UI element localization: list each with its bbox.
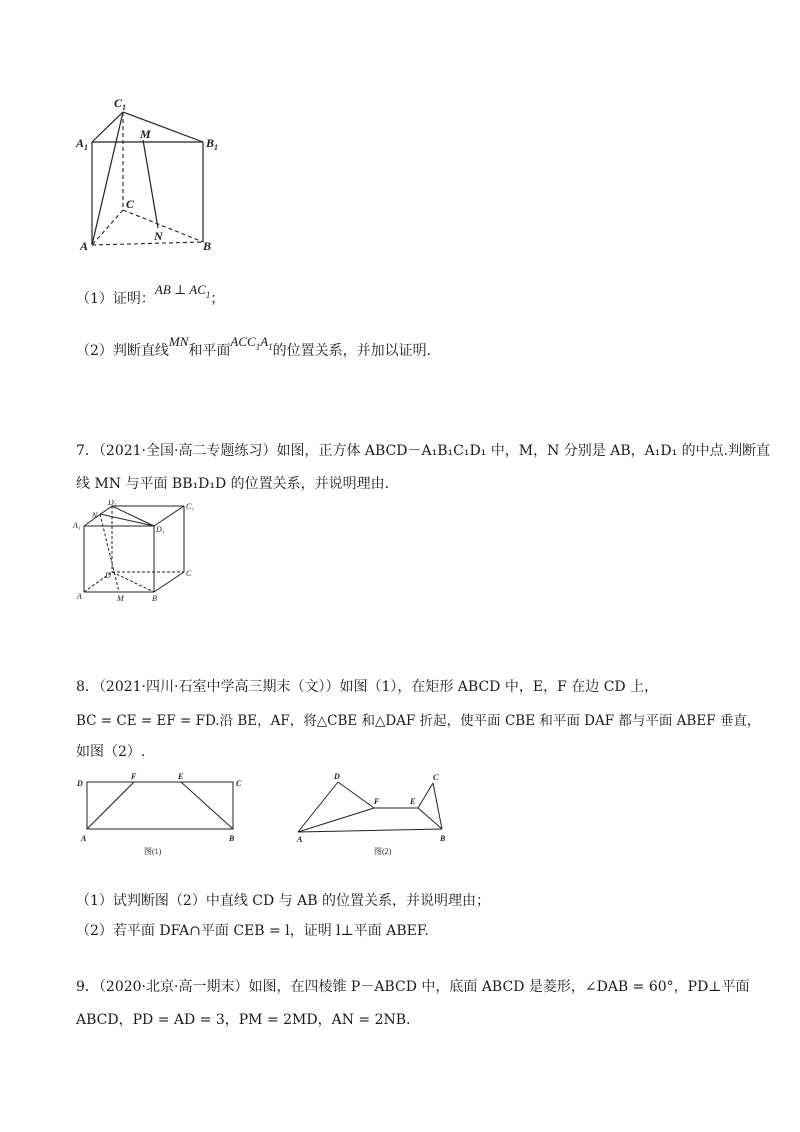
edge-b-c (154, 572, 184, 592)
edge-a1-c1 (92, 112, 123, 142)
rectangle-abcd (87, 782, 233, 829)
q7-line2: 线 MN 与平面 BB₁D₁D 的位置关系，并说明理由. (76, 476, 390, 492)
label-d: D (334, 772, 340, 781)
label-c: C (126, 197, 135, 211)
label-d: D (105, 571, 111, 580)
segment-c-e (418, 783, 433, 808)
segment-m-n (143, 140, 158, 228)
q8-number: 8． (76, 679, 99, 695)
label-a1: A₁ (73, 521, 81, 530)
q8-line2: BC = CE = EF = FD.沿 BE，AF，将△CBE 和△DAF 折起，使平面 CBE 和平面 DAF 都与平面 ABEF 垂直， (76, 713, 761, 729)
label-b: B (440, 834, 446, 843)
label-b: B (229, 834, 235, 843)
q8-part1: （1）试判断图（2）中直线 CD 与 AB 的位置关系，并说明理由； (76, 893, 490, 909)
label-c1: $C_1$ (114, 96, 127, 112)
q7-source: （2021·全国·高二专题练习） (98, 443, 277, 459)
label-c1: C₁ (186, 502, 195, 511)
cube-figure (72, 500, 202, 605)
label-c: C (236, 779, 242, 788)
label-b1: $B_1$ (206, 136, 219, 152)
q9-line2: ABCD，PD = AD = 3，PM = 2MD，AN = 2NB. (76, 1012, 411, 1028)
segment-a-f (87, 782, 134, 829)
label-b: B (152, 594, 157, 603)
q6-part1: （1）证明：AB ⊥ $AC_1$； (76, 282, 225, 307)
label-n: N (154, 229, 163, 243)
edge-c1-b1 (123, 112, 203, 142)
folded-figure-2 (290, 768, 460, 860)
label-f: F (131, 772, 137, 781)
prism-figure (70, 90, 230, 260)
segment-n-b1 (100, 514, 154, 526)
edge-b1-c1 (154, 506, 184, 526)
q9-line1: 9．（2020·北京·高一期末）如图，在四棱锥 P－ABCD 中，底面 ABCD 是菱形，∠DAB = 60°，PD⊥平面 (76, 979, 750, 995)
label-a: A (81, 834, 87, 843)
label-a1: $A_1$ (76, 136, 89, 152)
label-b: B (203, 239, 212, 253)
segment-d-f (338, 782, 374, 808)
label-b1: D₁ (156, 525, 165, 534)
label-n: N (92, 511, 98, 520)
q7-line1: 7．（2021·全国·高二专题练习）如图，正方体 ABCD－A₁B₁C₁D₁ 中，M，N 分别是 AB，A₁D₁ 的中点.判断直 (76, 443, 771, 459)
segment-d-a (298, 782, 338, 832)
label-d1: D₁ (108, 500, 117, 507)
q7-number: 7． (76, 443, 99, 459)
segment-a-b (298, 829, 442, 832)
figure1-caption: 图(1) (144, 847, 162, 856)
segment-e-b (181, 782, 233, 829)
label-m: M (117, 594, 124, 603)
segment-d1-b1 (112, 506, 154, 526)
label-a: A (297, 835, 303, 844)
label-c: C (186, 569, 192, 578)
q8-source: （2021·四川·石室中学高三期末（文）） (98, 679, 340, 695)
q8-line3: 如图（2）. (76, 744, 146, 760)
q8-line1: 8．（2021·四川·石室中学高三期末（文））如图（1），在矩形 ABCD 中，E，F 在边 CD 上， (76, 679, 659, 695)
label-m: M (140, 127, 151, 141)
q8-part2: （2）若平面 DFA∩平面 CEB = l，证明 l⊥平面 ABEF. (76, 923, 429, 939)
q6-part2: （2）判断直线MN和平面$ACC_1A_1$的位置关系，并加以证明. (76, 334, 432, 359)
label-e: E (410, 797, 416, 806)
q9-number: 9． (76, 979, 99, 995)
label-c: C (433, 773, 439, 782)
edge-c-b (123, 210, 203, 242)
edge-c1-a (92, 112, 123, 245)
label-e: E (178, 772, 184, 781)
rectangle-figure-1 (74, 770, 254, 860)
figure2-caption: 图(2) (374, 847, 392, 856)
label-d: D (77, 779, 83, 788)
q9-source: （2020·北京·高一期末） (98, 979, 249, 995)
edge-a-b (92, 242, 203, 245)
label-a: A (80, 239, 89, 253)
label-a: A (77, 592, 82, 601)
segment-a-f (298, 808, 374, 832)
label-f: F (374, 797, 380, 806)
